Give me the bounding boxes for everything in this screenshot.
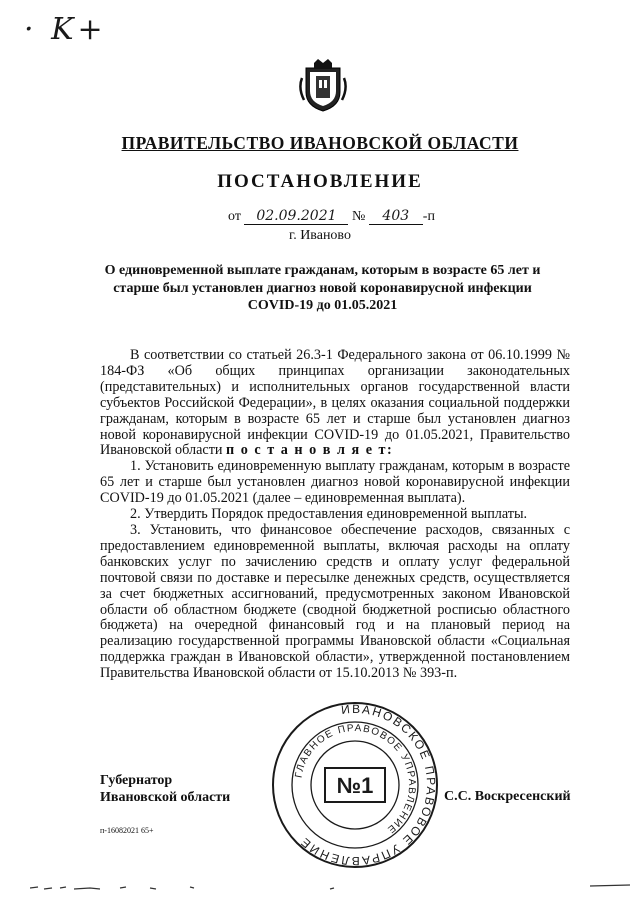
governor-title [100,772,230,806]
stamp-inner-text: ГЛАВНОЕ ПРАВОВОЕ УПРАВЛЕНИЕ [293,722,418,836]
item-1: 1. Установить единовременную выплату гражданам, которым в возрасте 65 лет и старше был установлен диагноз новой коронавирусной инфекции COVID-19 до 01.05.2021 (далее – единовременная выплата). [100,458,570,507]
resolves-word: п о с т а н о в л я е т: [226,442,394,459]
item-3: 3. Установить, что финансовое обеспечение расходов, связанных с предоставлением единовременной выплаты, включая расходы на оплату банковских услуг по зачислению средств и оплату услуг федеральной почтовой связи по доставке и пересылке денежных средств, осуществляется за счет бюджетных ассигнований, предусмотренных законом Ивановской области об областном бюджете (сводной бюджетной росписью областного бюджета) на очередной финансовый год и на плановый период на реализацию государственной программы Ивановской области «Социальная поддержка граждан в Ивановской области», утвержденной постановлением Правительства Ивановской области от 15.10.2013 № 393-п. [100,521,570,682]
document-body [100,348,570,682]
document-code: п-16082021 65+ [100,826,154,835]
document-subject: О единовременной выплате гражданам, которым в возрасте 65 лет и старше был установлен диагноз новой коронавирусной инфекции COVID-19 до 01.05.2021 [104,263,541,313]
coat-of-arms-icon [298,58,348,112]
governor-line-2: Ивановской области [100,790,231,805]
signer-name: С.С. Воскресенский [444,789,571,804]
stamp-outer-text: ИВАНОВСКОЕ ПРАВОВОЕ УПРАВЛЕНИЕ [296,701,439,869]
preamble-paragraph [100,348,570,459]
number-suffix: -п [422,209,435,224]
handwritten-date: 02.09.2021 [244,208,348,225]
number-sign: № [351,209,366,224]
governor-line-1: Губернатор [100,773,173,788]
city: г. Иваново [289,228,351,243]
date-number-line [228,208,435,225]
handwritten-mark: · K+ [24,12,107,47]
date-prefix: от [228,209,241,224]
document-type: ПОСТАНОВЛЕНИЕ [217,171,423,192]
official-stamp [270,700,440,870]
scan-artifact [30,880,630,894]
government-title: ПРАВИТЕЛЬСТВО ИВАНОВСКОЙ ОБЛАСТИ [121,133,519,153]
handwritten-number: 403 [369,208,423,225]
stamp-number: №1 [336,773,374,798]
preamble-text: В соответствии со статьей 26.3-1 Федерального закона от 06.10.1999 № 184-ФЗ «Об общих принципах организации законодательных (представительных) и исполнительных органов государственной власти субъектов Российской Федерации», в целях оказания социальной поддержки гражданам, которым в возрасте 65 лет и старше был установлен диагноз новой коронавирусной инфекции COVID-19 до 01.05.2021, Правительство Ивановской области [100,347,570,459]
item-2: 2. Утвердить Порядок предоставления единовременной выплаты. [130,506,528,523]
